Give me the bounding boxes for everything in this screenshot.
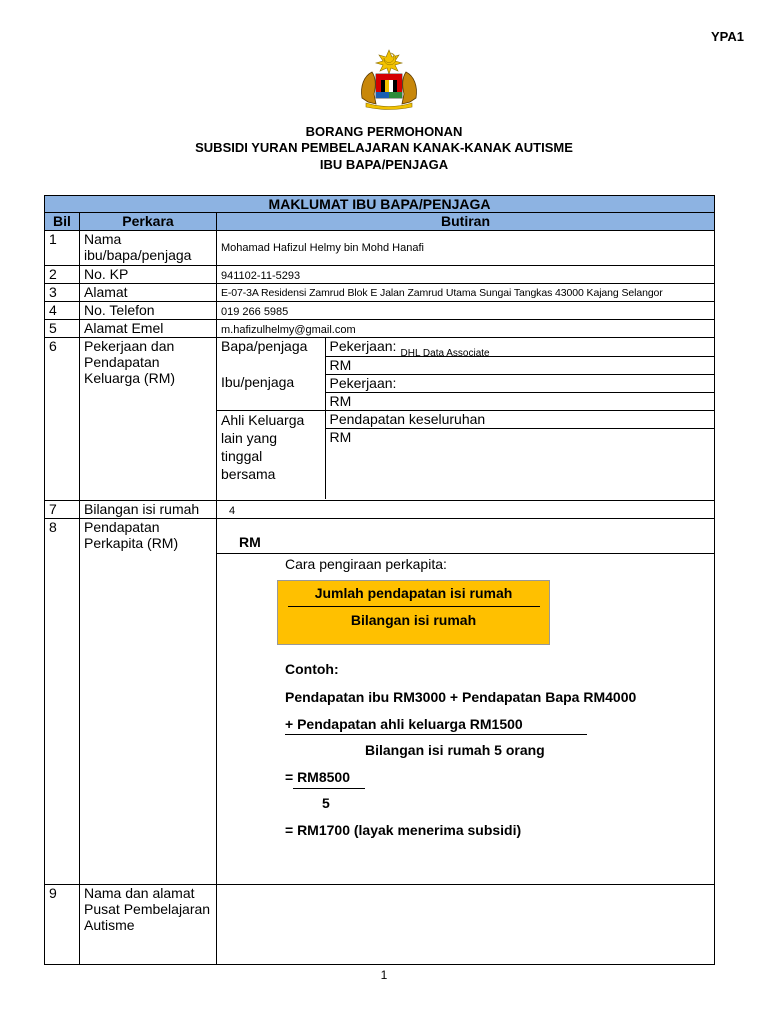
row-number: 4	[45, 302, 80, 320]
calculation-caption: Cara pengiraan perkapita:	[285, 556, 447, 572]
father-income-field[interactable]: RM	[325, 356, 714, 374]
row-number: 1	[45, 231, 80, 266]
example-line-3: Bilangan isi rumah 5 orang	[365, 742, 545, 758]
example-heading: Contoh:	[285, 661, 339, 677]
phone-value: 019 266 5985	[221, 306, 289, 318]
household-count-value: 4	[229, 505, 236, 517]
row-number: 5	[45, 320, 80, 338]
row-number: 6	[45, 338, 80, 501]
email-value: m.hafizulhelmy@gmail.com	[221, 324, 356, 336]
table-row	[45, 266, 715, 284]
table-row	[45, 302, 715, 320]
row-label: No. Telefon	[80, 302, 217, 320]
row-label: Bilangan isi rumah	[80, 501, 217, 519]
row-number: 3	[45, 284, 80, 302]
row-number: 9	[45, 885, 80, 965]
row-label: Pendapatan Perkapita (RM)	[80, 519, 217, 885]
table-row	[45, 338, 715, 501]
formula-divider	[288, 606, 540, 607]
example-line-4: = RM8500	[285, 769, 350, 785]
form-subtitle: SUBSIDI YURAN PEMBELAJARAN KANAK-KANAK AUTISME	[195, 140, 573, 155]
table-row	[45, 501, 715, 519]
row-label: Alamat	[80, 284, 217, 302]
row-label: No. KP	[80, 266, 217, 284]
formula-numerator: Jumlah pendapatan isi rumah	[314, 585, 513, 601]
table-row	[45, 284, 715, 302]
per-capita-calculation	[217, 554, 714, 884]
father-label: Bapa/penjaga	[221, 338, 308, 354]
occupation-income-cell	[217, 338, 715, 501]
occupation-income-table	[217, 338, 714, 499]
phone-field[interactable]	[217, 302, 715, 320]
table-row	[45, 519, 715, 885]
address-field[interactable]	[217, 284, 715, 302]
father-occupation-value: DHL Data Associate	[400, 348, 490, 359]
per-capita-field[interactable]	[217, 519, 714, 554]
table-row	[45, 320, 715, 338]
form-audience: IBU BAPA/PENJAGA	[319, 157, 449, 172]
row-label: Pekerjaan dan Pendapatan Keluarga (RM)	[80, 338, 217, 501]
ic-number-field[interactable]	[217, 266, 715, 284]
formula-box	[277, 580, 550, 645]
example-line-1: Pendapatan ibu RM3000 + Pendapatan Bapa RM4000	[285, 689, 637, 705]
page-number: 1	[380, 968, 388, 982]
example-line-6: = RM1700 (layak menerima subsidi)	[285, 822, 522, 838]
father-occupation-field[interactable]	[325, 338, 714, 359]
table-row	[45, 231, 715, 266]
malaysia-coat-of-arms-icon	[358, 48, 420, 110]
example-line-2: + Pendapatan ahli keluarga RM1500	[285, 716, 523, 732]
address-value: E-07-3A Residensi Zamrud Blok E Jalan Zamrud Utama Sungai Tangkas 43000 Kajang Selangor	[221, 287, 663, 299]
per-capita-rm: RM	[239, 534, 261, 550]
row-number: 2	[45, 266, 80, 284]
learning-centre-field[interactable]	[217, 885, 715, 965]
example-line-5: 5	[322, 795, 330, 811]
form-code: YPA1	[711, 29, 744, 44]
mother-occupation-field[interactable]: Pekerjaan:	[325, 374, 714, 392]
other-family-label: Ahli Keluarga lain yang tinggal bersama	[221, 411, 305, 482]
application-form-table	[44, 195, 715, 965]
father-occupation-label: Pekerjaan:	[329, 338, 397, 354]
name-field[interactable]	[217, 231, 715, 266]
total-income-field[interactable]: RM	[325, 428, 714, 499]
email-field[interactable]	[217, 320, 715, 338]
household-count-field[interactable]	[217, 501, 715, 519]
row-number: 8	[45, 519, 80, 885]
mother-label: Ibu/penjaga	[217, 374, 325, 410]
name-value: Mohamad Hafizul Helmy bin Mohd Hanafi	[221, 242, 424, 254]
example-divider-2	[293, 788, 365, 789]
formula-denominator: Bilangan isi rumah	[350, 612, 477, 628]
header-butiran: Butiran	[217, 213, 715, 231]
ic-number-value: 941102-11-5293	[221, 270, 301, 282]
header-perkara: Perkara	[80, 213, 217, 231]
example-divider	[285, 734, 587, 735]
mother-income-field[interactable]: RM	[325, 392, 714, 410]
form-title: BORANG PERMOHONAN	[305, 124, 463, 139]
row-number: 7	[45, 501, 80, 519]
row-label: Alamat Emel	[80, 320, 217, 338]
table-row	[45, 885, 715, 965]
header-bil: Bil	[45, 213, 80, 231]
total-income-label: Pendapatan keseluruhan	[325, 410, 714, 428]
per-capita-cell	[217, 519, 715, 885]
row-label: Nama dan alamat Pusat Pembelajaran Autisme	[80, 885, 217, 965]
row-label: Nama ibu/bapa/penjaga	[80, 231, 217, 266]
section-title: MAKLUMAT IBU BAPA/PENJAGA	[45, 196, 715, 213]
